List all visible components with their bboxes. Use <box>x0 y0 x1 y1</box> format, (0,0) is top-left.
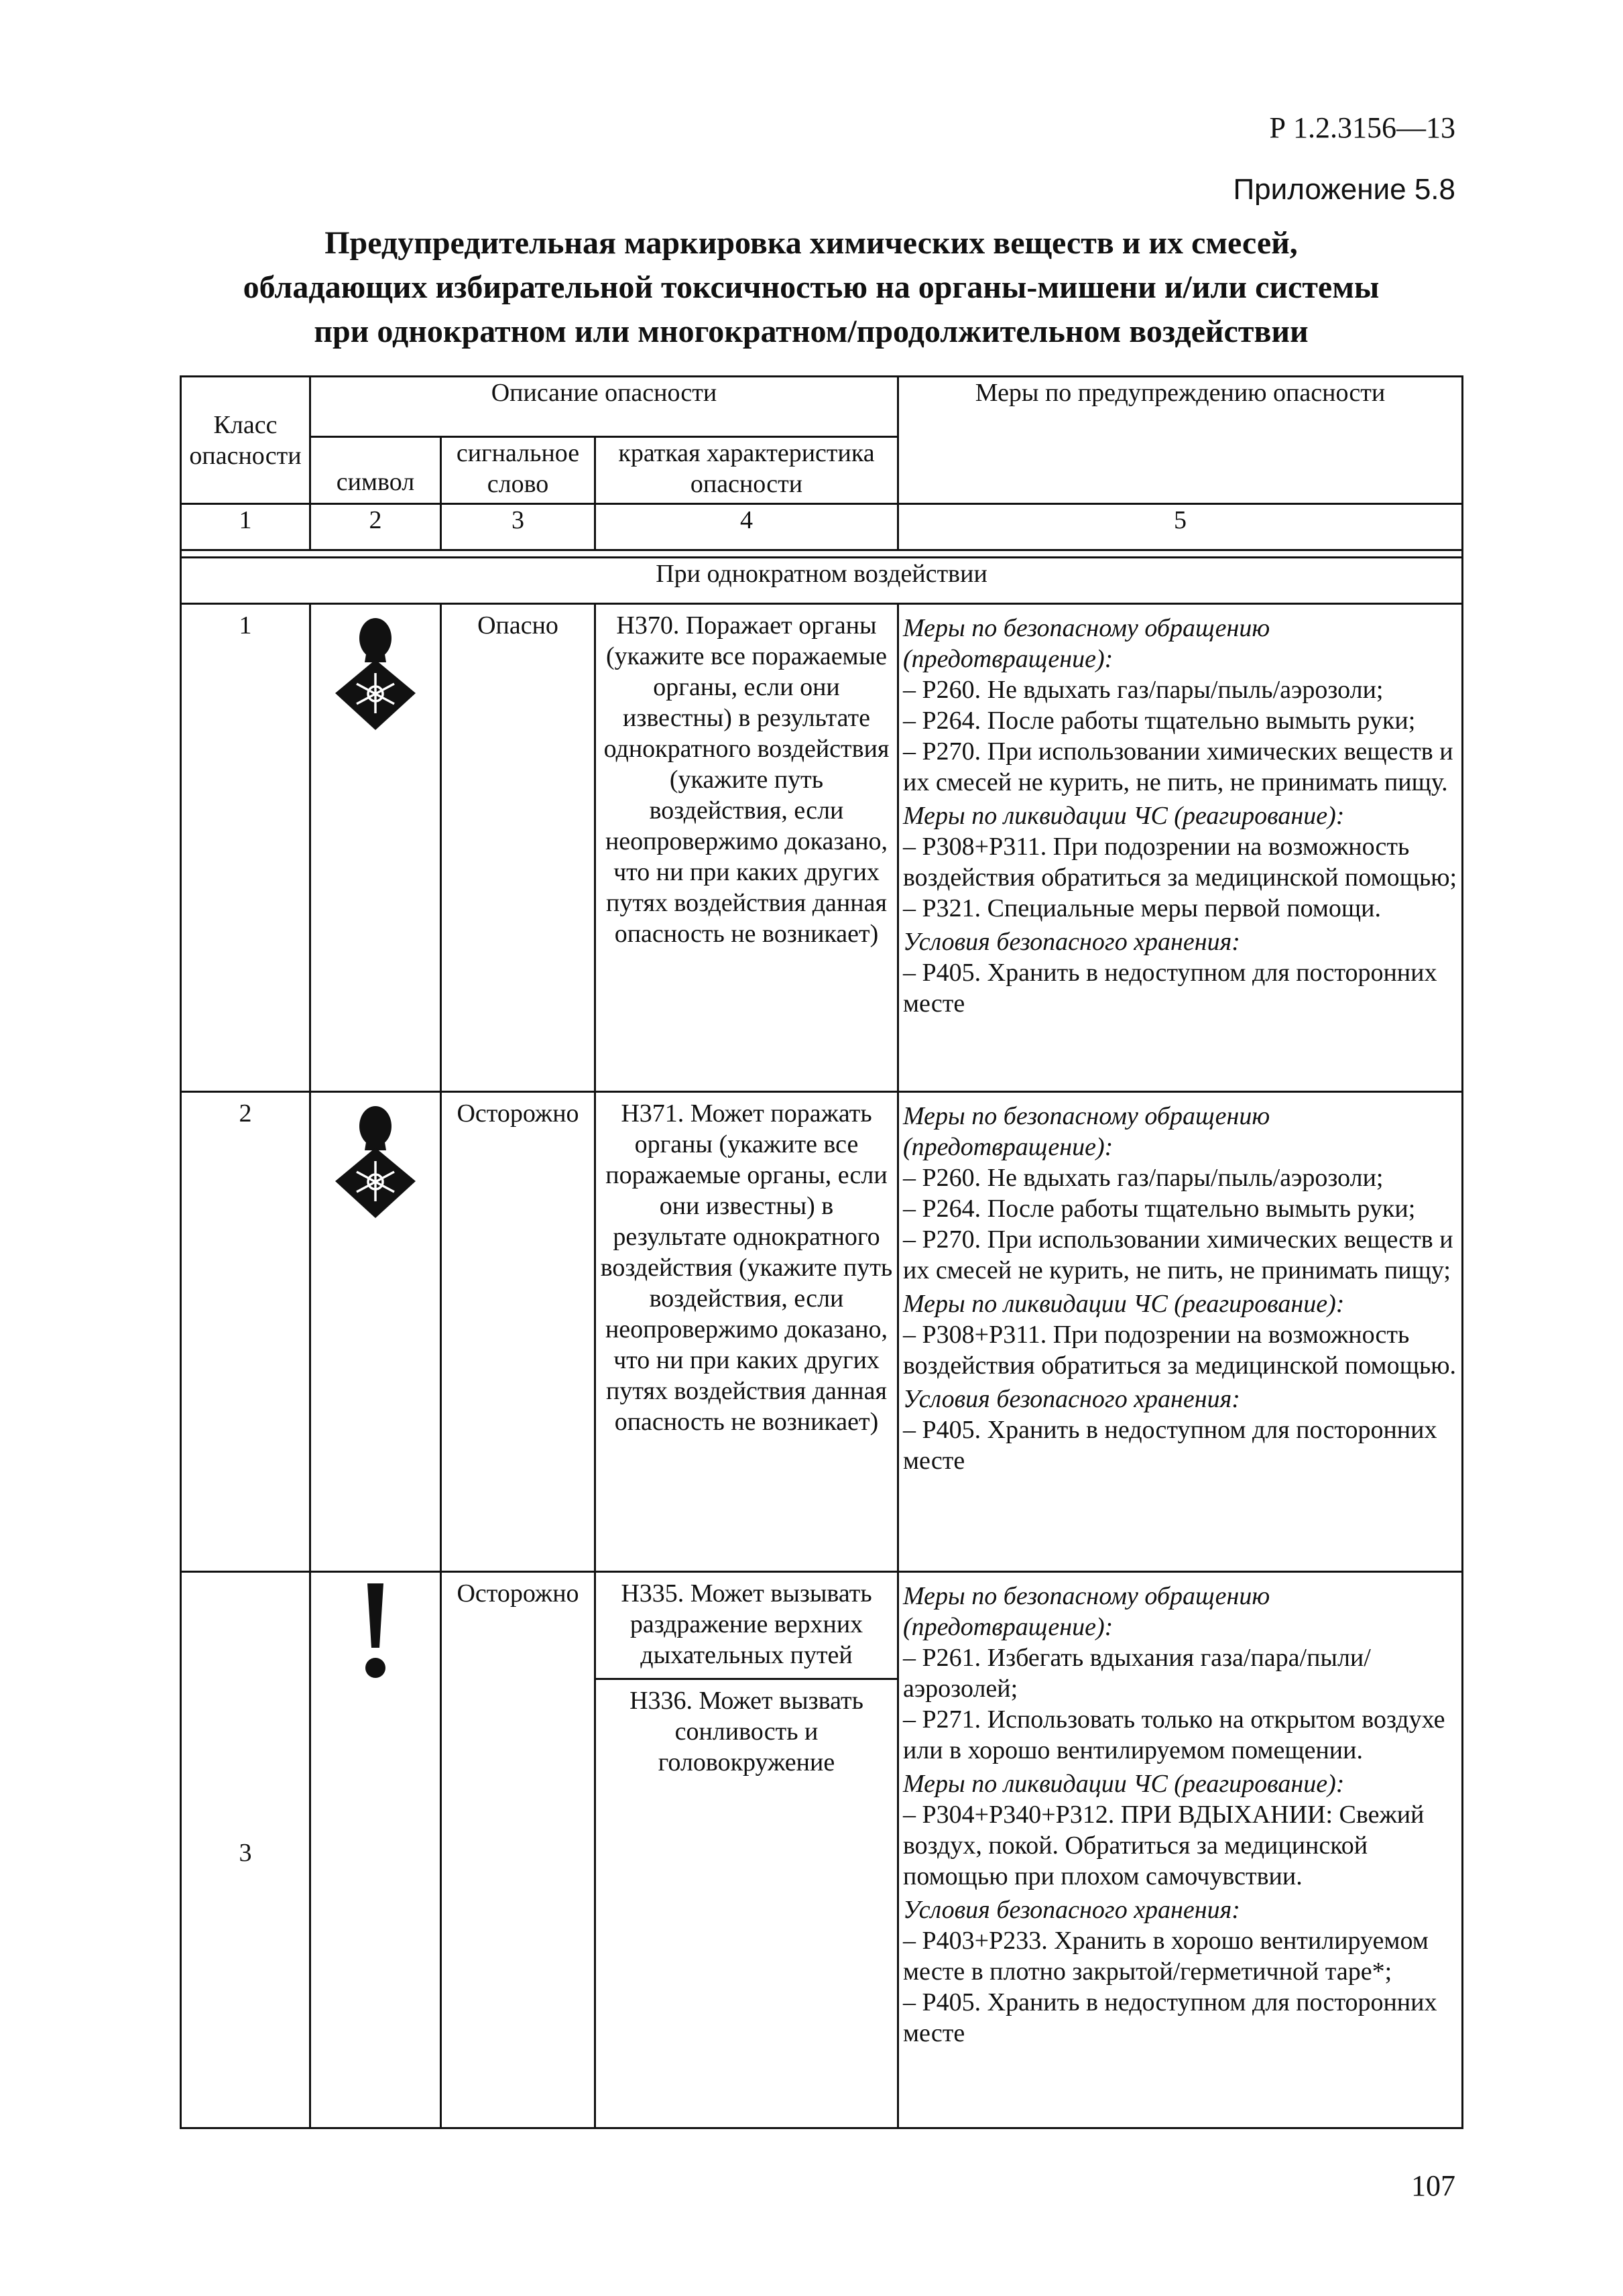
measure-item: – P270. При использовании химических веществ и их смесей не курить, не пить, не принимать пищу. <box>903 737 1453 796</box>
measures-heading: Меры по ликвидации ЧС (реагирование): <box>903 1770 1345 1798</box>
header-symbol: символ <box>310 437 441 504</box>
column-number: 1 <box>181 504 310 550</box>
measure-item: – P260. Не вдыхать газ/пары/пыль/аэрозоли; <box>903 676 1384 704</box>
symbol-cell <box>310 1572 441 2128</box>
measures-heading: Меры по ликвидации ЧС (реагирование): <box>903 802 1345 830</box>
measures-heading: Меры по безопасному обращению (предотвращение): <box>903 614 1270 673</box>
signal-word: Осторожно <box>441 1092 595 1572</box>
measures-heading: Меры по ликвидации ЧС (реагирование): <box>903 1290 1345 1318</box>
measure-item: – P405. Хранить в недоступном для посторонних месте <box>903 1988 1437 2047</box>
column-number: 4 <box>595 504 898 550</box>
measure-item: – P403+P233. Хранить в хорошо вентилируемом месте в плотно закрытой/герметичной таре*; <box>903 1927 1429 1986</box>
page-number: 107 <box>1411 2169 1455 2202</box>
hazard-statement: H371. Может поражать органы (укажите все поражаемые органы, если они известны) в результате однократного воздействия (укажите путь воздействия, если неопровержимо доказано, что ни при каких других путях воздействия данная опасность не возникает) <box>595 1092 898 1572</box>
measure-item: – P270. При использовании химических веществ и их смесей не курить, не пить, не принимать пищу; <box>903 1225 1453 1284</box>
exclamation-mark-icon <box>355 1581 396 1681</box>
measure-item: – P304+P340+P312. ПРИ ВДЫХАНИИ: Свежий воздух, покой. Обратиться за медицинской помощью при плохом самочувствии. <box>903 1801 1425 1890</box>
hazard-class: 3 <box>181 1572 310 2128</box>
hazard-statement: H335. Может вызывать раздражение верхних дыхательных путей <box>595 1572 898 1679</box>
hazard-statement: H370. Поражает органы (укажите все поражаемые органы, если они известны) в результате однократного воздействия (укажите путь воздействия, если неопровержимо доказано, что ни при каких других путях воздействия данная опасность не возникает) <box>595 604 898 1092</box>
page-title <box>161 221 1461 354</box>
measure-item: – P405. Хранить в недоступном для посторонних месте <box>903 1416 1437 1475</box>
measure-item: – P264. После работы тщательно вымыть руки; <box>903 707 1416 735</box>
measures-heading: Меры по безопасному обращению (предотвращение): <box>903 1582 1270 1641</box>
precaution-measures <box>898 1092 1463 1572</box>
document-code: Р 1.2.3156—13 <box>1269 111 1455 144</box>
measure-item: – P321. Специальные меры первой помощи. <box>903 894 1382 922</box>
appendix-label: Приложение 5.8 <box>1233 173 1455 206</box>
measure-item: – P271. Использовать только на открытом воздухе или в хорошо вентилируемом помещении. <box>903 1705 1445 1764</box>
hazard-labeling-table <box>180 375 1463 2129</box>
measure-item: – P308+P311. При подозрении на возможность воздействия обратиться за медицинской помощью. <box>903 1321 1457 1380</box>
column-number: 2 <box>310 504 441 550</box>
header-brief-description: краткая характеристика опасности <box>595 437 898 504</box>
section-title: При однократном воздействии <box>181 558 1463 604</box>
hazard-class: 1 <box>181 604 310 1092</box>
signal-word: Осторожно <box>441 1572 595 2128</box>
measure-item: – P308+P311. При подозрении на возможность воздействия обратиться за медицинской помощью; <box>903 833 1457 892</box>
hazard-statement: H336. Может вызвать сонливость и головокружение <box>595 1679 898 2128</box>
title-line: Предупредительная маркировка химических веществ и их смесей, <box>324 225 1298 261</box>
signal-word: Опасно <box>441 604 595 1092</box>
symbol-cell <box>310 604 441 1092</box>
measure-item: – P261. Избегать вдыхания газа/пара/пыли/аэрозолей; <box>903 1644 1371 1703</box>
measures-heading: Меры по безопасному обращению (предотвращение): <box>903 1102 1270 1161</box>
measures-heading: Условия безопасного хранения: <box>903 928 1240 956</box>
measures-heading: Условия безопасного хранения: <box>903 1896 1240 1924</box>
header-measures: Меры по предупреждению опасности <box>898 377 1463 504</box>
precaution-measures <box>898 604 1463 1092</box>
column-number: 3 <box>441 504 595 550</box>
measure-item: – P405. Хранить в недоступном для посторонних месте <box>903 959 1437 1018</box>
measures-heading: Условия безопасного хранения: <box>903 1385 1240 1413</box>
column-number: 5 <box>898 504 1463 550</box>
header-class: Класс опасности <box>181 377 310 504</box>
header-signal-word: сигнальное слово <box>441 437 595 504</box>
title-line: обладающих избирательной токсичностью на органы-мишени и/или системы <box>243 269 1380 305</box>
measure-item: – P264. После работы тщательно вымыть руки; <box>903 1195 1416 1223</box>
health-hazard-icon <box>328 613 422 733</box>
symbol-cell <box>310 1092 441 1572</box>
hazard-class: 2 <box>181 1092 310 1572</box>
measure-item: – P260. Не вдыхать газ/пары/пыль/аэрозоли; <box>903 1164 1384 1192</box>
precaution-measures <box>898 1572 1463 2128</box>
health-hazard-icon <box>328 1101 422 1221</box>
title-line: при однократном или многократном/продолжительном воздействии <box>314 314 1309 349</box>
header-description: Описание опасности <box>310 377 898 437</box>
